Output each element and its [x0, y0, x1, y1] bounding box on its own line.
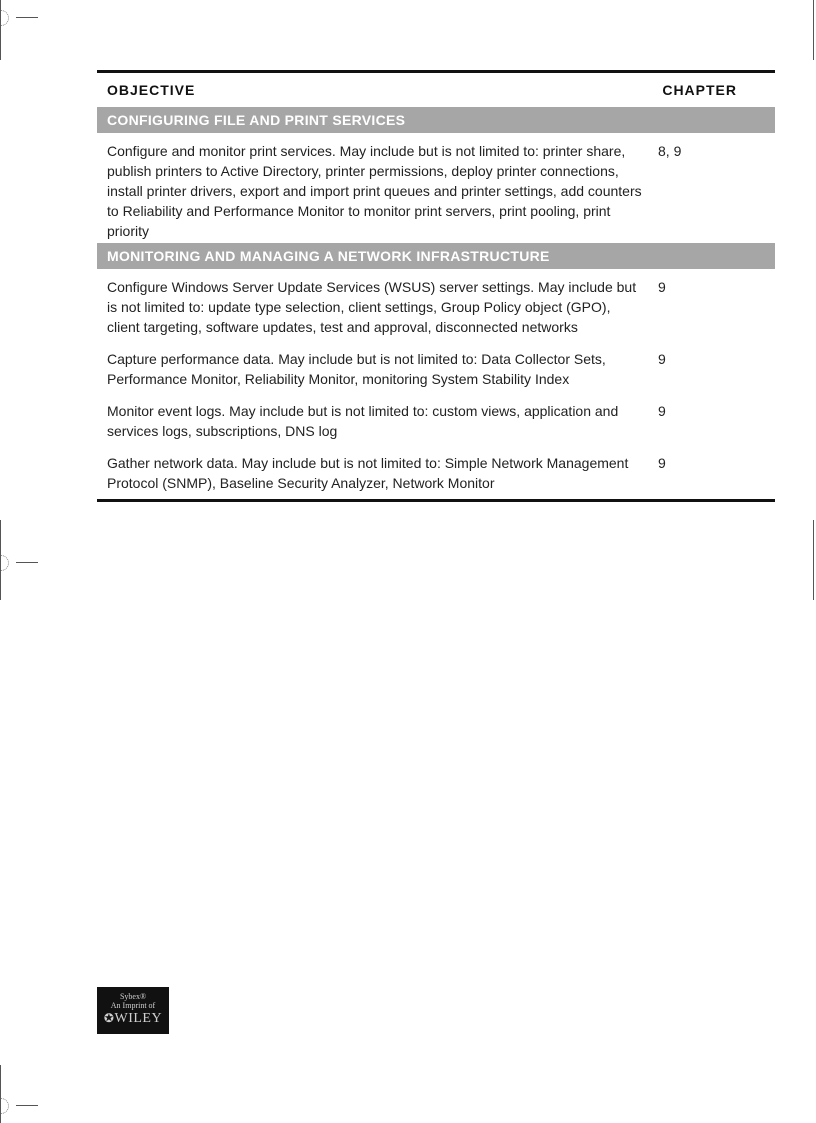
crop-mark-circle	[0, 10, 9, 26]
logo-line-imprint: An Imprint of	[110, 1001, 156, 1010]
table-row	[97, 133, 775, 243]
chapter-column-header: CHAPTER	[662, 82, 737, 98]
objectives-table	[97, 70, 775, 502]
crop-mark	[16, 562, 38, 563]
crop-mark	[16, 1105, 38, 1106]
crop-mark	[0, 1065, 1, 1123]
crop-mark	[16, 17, 38, 18]
section-header: MONITORING AND MANAGING A NETWORK INFRASTRUCTURE	[97, 243, 775, 269]
objective-text: Monitor event logs. May include but is not limited to: custom views, application and services logs, subscriptions, DNS log	[107, 403, 619, 439]
chapter-number: 9	[658, 455, 666, 471]
chapter-number: 8, 9	[658, 143, 682, 159]
logo-line-wiley	[97, 1010, 169, 1027]
logo-line-sybex: Sybex®	[119, 992, 147, 1001]
table-row	[97, 341, 775, 393]
objective-text: Configure and monitor print services. May include but is not limited to: printer share, publish printers to Active Directory, printer permissions, deploy printer connections, install printer drivers, export and import print queues and printer settings, add counters to Reliability and Performance Monitor to monitor print servers, print pooling, print priority	[107, 143, 642, 239]
crop-mark-circle	[0, 1098, 9, 1114]
objective-text: Gather network data. May include but is not limited to: Simple Network Management Protocol (SNMP), Baseline Security Analyzer, Network Monitor	[107, 455, 629, 491]
chapter-number: 9	[658, 351, 666, 367]
objective-text: Capture performance data. May include but is not limited to: Data Collector Sets, Performance Monitor, Reliability Monitor, monitoring System Stability Index	[107, 351, 606, 387]
objective-column-header: OBJECTIVE	[107, 82, 196, 98]
table-row	[97, 445, 775, 499]
chapter-number: 9	[658, 279, 666, 295]
logo-wiley-text: WILEY	[114, 1011, 163, 1026]
table-row	[97, 393, 775, 445]
section-header: CONFIGURING FILE AND PRINT SERVICES	[97, 107, 775, 133]
crop-mark	[813, 0, 814, 60]
crop-mark-circle	[0, 555, 9, 571]
publisher-logo	[97, 987, 169, 1034]
crop-mark	[0, 0, 1, 60]
wiley-emblem-icon: ✪	[103, 1011, 115, 1025]
objective-text: Configure Windows Server Update Services (WSUS) server settings. May include but is not limited to: update type selection, client settings, Group Policy object (GPO), client targeting, software updates, test and approval, disconnected networks	[107, 279, 637, 335]
crop-mark	[813, 520, 814, 600]
chapter-number: 9	[658, 403, 666, 419]
table-row	[97, 269, 775, 341]
table-header	[97, 73, 775, 107]
